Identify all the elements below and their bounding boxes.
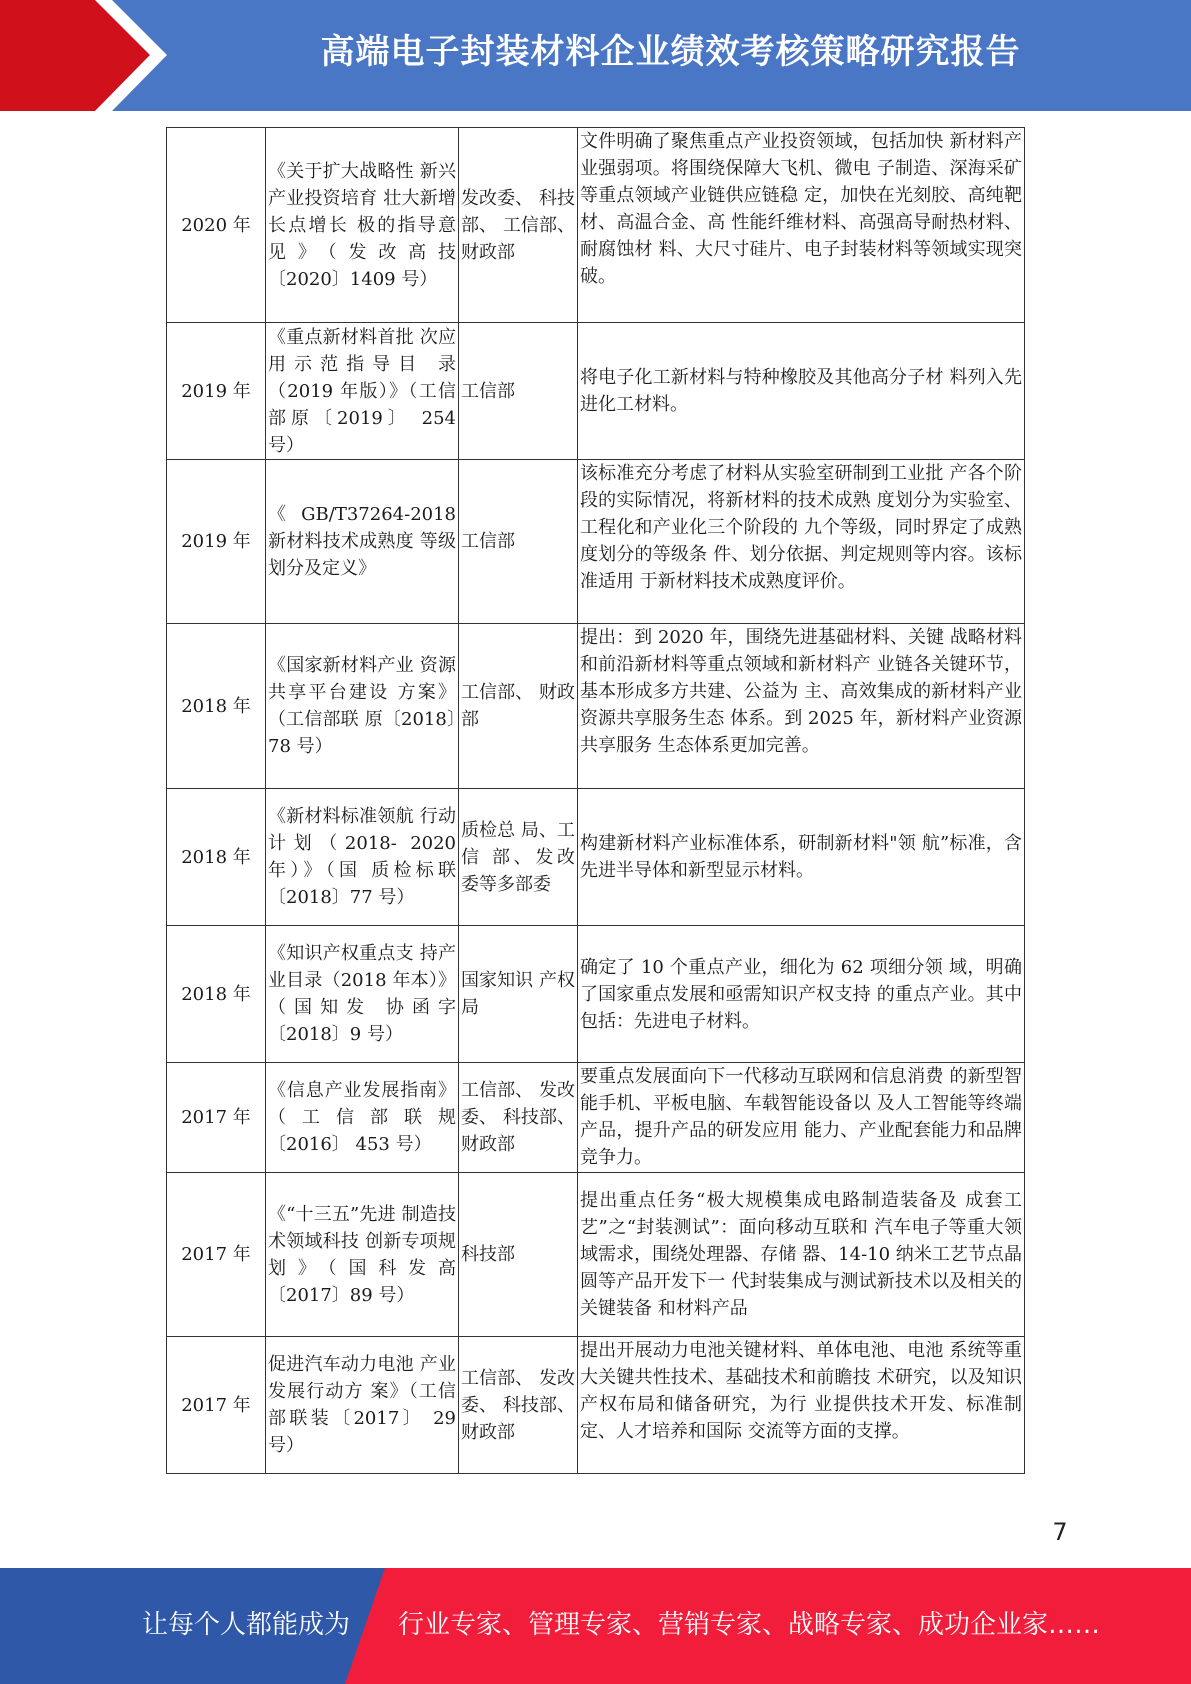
department-cell: 发改委、 科技部、 工信部、 财政部 (459, 128, 578, 323)
content-cell: 提出重点任务“极大规模集成电路制造装备及 成套工艺”之“封装测试”：面向移动互联和 汽车电子等重大领域需求，围绕处理器、存储 器、14-10 纳米工艺节点晶圆等产品开发下一 代封装集成与测试新技术以及相关的关键装备 和材料产品 (578, 1173, 1025, 1337)
department-cell: 工信部、 发改委、 科技部、 财政部 (459, 1063, 578, 1173)
footer-slogan-right: 行业专家、管理专家、营销专家、战略专家、成功企业家…… (398, 1610, 1101, 1640)
report-title: 高端电子封装材料企业绩效考核策略研究报告 (320, 32, 1021, 72)
department-cell: 工信部 (459, 323, 578, 460)
department-cell: 工信部、 发改委、 科技部、 财政部 (459, 1337, 578, 1474)
policy-table (166, 127, 1025, 1474)
document-cell: 《关于扩大战略性 新兴产业投资培育 壮大新增长点增长 极的指导意见》（发改高技〔2020〕1409 号） (266, 128, 459, 323)
year-cell: 2020 年 (167, 128, 266, 323)
department-cell: 科技部 (459, 1173, 578, 1337)
content-cell: 提出：到 2020 年，围绕先进基础材料、关键 战略材料和前沿新材料等重点领域和新材料产 业链各关键环节，基本形成多方共建、公益为 主、高效集成的新材料产业资源共享服务生态 体系。到 2025 年，新材料产业资源共享服务 生态体系更加完善。 (578, 624, 1025, 789)
page-number: 7 (1052, 1518, 1068, 1546)
document-cell: 《“十三五”先进 制造技术领域科技 创新专项规划》（国科发高〔2017〕89 号） (266, 1173, 459, 1337)
page-header (0, 0, 1191, 111)
table-row (167, 624, 1025, 789)
year-cell: 2019 年 (167, 460, 266, 624)
document-cell: 《GB/T37264-2018 新材料技术成熟度 等级划分及定义》 (266, 460, 459, 624)
table-row (167, 1337, 1025, 1474)
content-cell: 要重点发展面向下一代移动互联网和信息消费 的新型智能手机、平板电脑、车载智能设备以 及人工智能等终端产品，提升产品的研发应用 能力、产业配套能力和品牌竞争力。 (578, 1063, 1025, 1173)
document-cell: 《新材料标准领航 行动计划（2018- 2020 年）》（国 质检标联〔2018〕77 号） (266, 789, 459, 926)
content-cell: 将电子化工新材料与特种橡胶及其他高分子材 料列入先进化工材料。 (578, 323, 1025, 460)
department-cell: 国家知识 产权局 (459, 926, 578, 1063)
table-row (167, 323, 1025, 460)
year-cell: 2019 年 (167, 323, 266, 460)
page-footer (0, 1568, 1191, 1684)
table-row (167, 1173, 1025, 1337)
document-cell: 《信息产业发展指南》（工信部联规〔2016〕 453 号） (266, 1063, 459, 1173)
table-row (167, 789, 1025, 926)
document-cell: 《重点新材料首批 次应用示范指导目 录（2019 年版）》（工信部原〔2019〕 254 号） (266, 323, 459, 460)
table-row (167, 460, 1025, 624)
content-cell: 确定了 10 个重点产业，细化为 62 项细分领 域，明确了国家重点发展和亟需知识产权支持 的重点产业。其中包括：先进电子材料。 (578, 926, 1025, 1063)
year-cell: 2017 年 (167, 1063, 266, 1173)
year-cell: 2018 年 (167, 624, 266, 789)
department-cell: 质检总 局、工信 部、发改 委等多部委 (459, 789, 578, 926)
content-cell: 提出开展动力电池关键材料、单体电池、电池 系统等重大关键共性技术、基础技术和前瞻技 术研究，以及知识产权布局和储备研究，为行 业提供技术开发、标准制定、人才培养和国际 交流等方面的支撑。 (578, 1337, 1025, 1474)
year-cell: 2018 年 (167, 926, 266, 1063)
content-cell: 该标准充分考虑了材料从实验室研制到工业批 产各个阶段的实际情况，将新材料的技术成熟 度划分为实验室、工程化和产业化三个阶段的 九个等级，同时界定了成熟度划分的等级条 件、划分依据、判定规则等内容。该标准适用 于新材料技术成熟度评价。 (578, 460, 1025, 624)
year-cell: 2017 年 (167, 1337, 266, 1474)
department-cell: 工信部、 财政部 (459, 624, 578, 789)
document-cell: 《知识产权重点支 持产业目录（2018 年本）》（国知发 协函字〔2018〕9 号） (266, 926, 459, 1063)
table-row (167, 128, 1025, 323)
year-cell: 2017 年 (167, 1173, 266, 1337)
department-cell: 工信部 (459, 460, 578, 624)
document-cell: 促进汽车动力电池 产业发展行动方 案》（工信部联装〔2017〕 29 号） (266, 1337, 459, 1474)
table-row (167, 926, 1025, 1063)
year-cell: 2018 年 (167, 789, 266, 926)
content-cell: 构建新材料产业标准体系，研制新材料"领 航”标准，含先进半导体和新型显示材料。 (578, 789, 1025, 926)
document-cell: 《国家新材料产业 资源共享平台建设 方案》（工信部联 原〔2018〕78 号） (266, 624, 459, 789)
content-cell: 文件明确了聚焦重点产业投资领域，包括加快 新材料产业强弱项。将围绕保障大飞机、微电 子制造、深海采矿等重点领域产业链供应链稳 定，加快在光刻胶、高纯靶材、高温合金、高 性能纤维材料、高强高导耐热材料、耐腐蚀材 料、大尺寸硅片、电子封装材料等领域实现突 破。 (578, 128, 1025, 323)
footer-slogan-left: 让每个人都能成为 (142, 1610, 351, 1640)
table-row (167, 1063, 1025, 1173)
